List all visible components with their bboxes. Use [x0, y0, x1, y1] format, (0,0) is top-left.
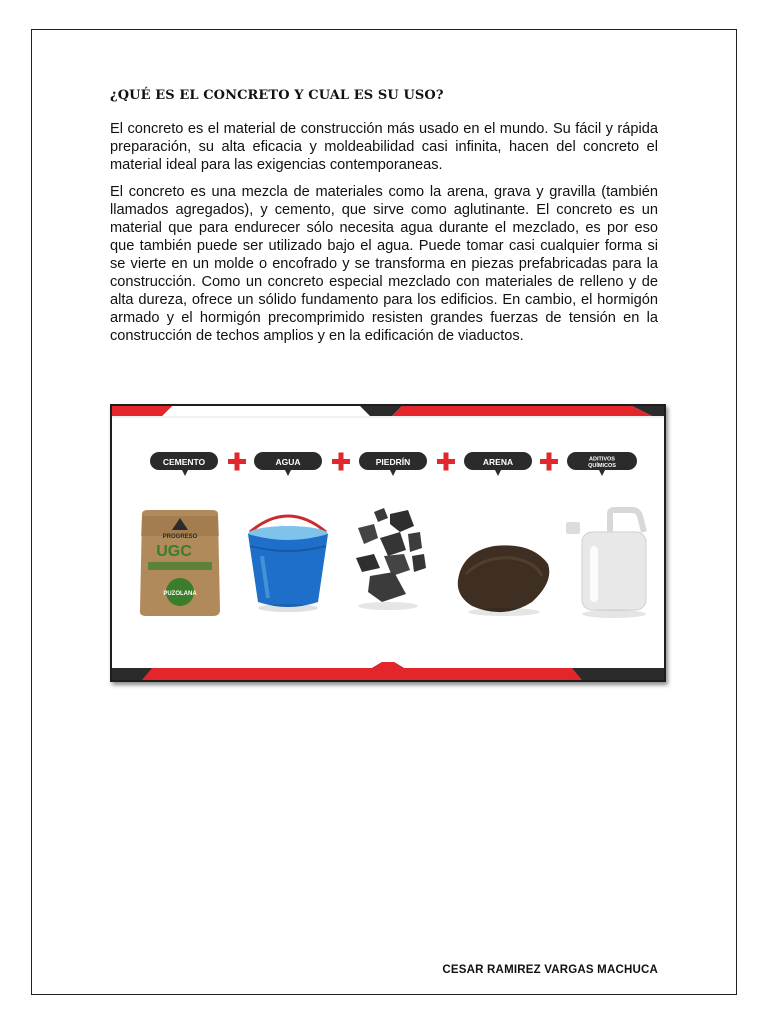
svg-text:ARENA: ARENA: [482, 457, 514, 467]
plus-icon: [228, 453, 246, 471]
svg-text:QUÍMICOS: QUÍMICOS: [588, 463, 616, 469]
svg-text:PUZOLANA: PUZOLANA: [163, 591, 197, 597]
ingredients-illustration: [112, 406, 664, 680]
label-agua: [254, 452, 322, 476]
svg-text:PIEDRÍN: PIEDRÍN: [375, 457, 411, 467]
svg-text:PROGRESO: PROGRESO: [162, 534, 198, 540]
label-piedrin: [359, 452, 427, 476]
top-band-red-mid: [392, 406, 652, 416]
label-arena: [464, 452, 532, 476]
top-band-red-left: [112, 406, 172, 416]
label-aditivos-quimicos: [567, 452, 637, 476]
concrete-ingredients-figure: [110, 404, 666, 682]
paragraph-intro: El concreto es el material de construcción más usado en el mundo. Su fácil y rápida preparación, su alta eficacia y moldeabilidad casi infinita, hacen del concreto el material ideal para las exigencias contemporaneas.: [110, 121, 658, 173]
sand-pile-icon: [458, 545, 550, 616]
gravel-stones-icon: [356, 508, 426, 610]
plus-icon: [437, 453, 455, 471]
label-cemento: [150, 452, 218, 476]
plus-icon: [540, 453, 558, 471]
svg-text:UGC: UGC: [156, 543, 192, 560]
water-bucket-icon: [248, 516, 328, 612]
author-footer: CESAR RAMIREZ VARGAS MACHUCA: [442, 964, 658, 976]
page-title: ¿QUÉ ES EL CONCRETO Y CUAL ES SU USO?: [110, 88, 444, 103]
svg-text:AGUA: AGUA: [275, 457, 301, 467]
svg-text:CEMENTO: CEMENTO: [162, 457, 206, 467]
cement-bag-icon: [140, 510, 220, 616]
bottom-band-red: [142, 662, 582, 680]
plus-icon: [332, 453, 350, 471]
svg-text:ADITIVOS: ADITIVOS: [589, 456, 615, 463]
chemical-container-icon: [566, 510, 646, 618]
paragraph-definition: El concreto es una mezcla de materiales como la arena, grava y gravilla (también llamados agregados), y cemento, que sirve como aglutinante. El concreto es un material que para endurecer sólo necesita agua durante el mezclado, es por eso que también puede ser utilizado bajo el agua. Puede tomar casi cualquier forma si se vierte en un molde o encofrado y se transforma en piezas prefabricadas para la construcción. Como un concreto especial mezclado con materiales de relleno y de alta dureza, ofrece un sólido fundamento para los edificios. En cambio, el hormigón armado y el hormigón precomprimido resisten grandes fuerzas de tensión en la construcción de techos amplios y en la edificación de viaductos.: [110, 184, 658, 344]
